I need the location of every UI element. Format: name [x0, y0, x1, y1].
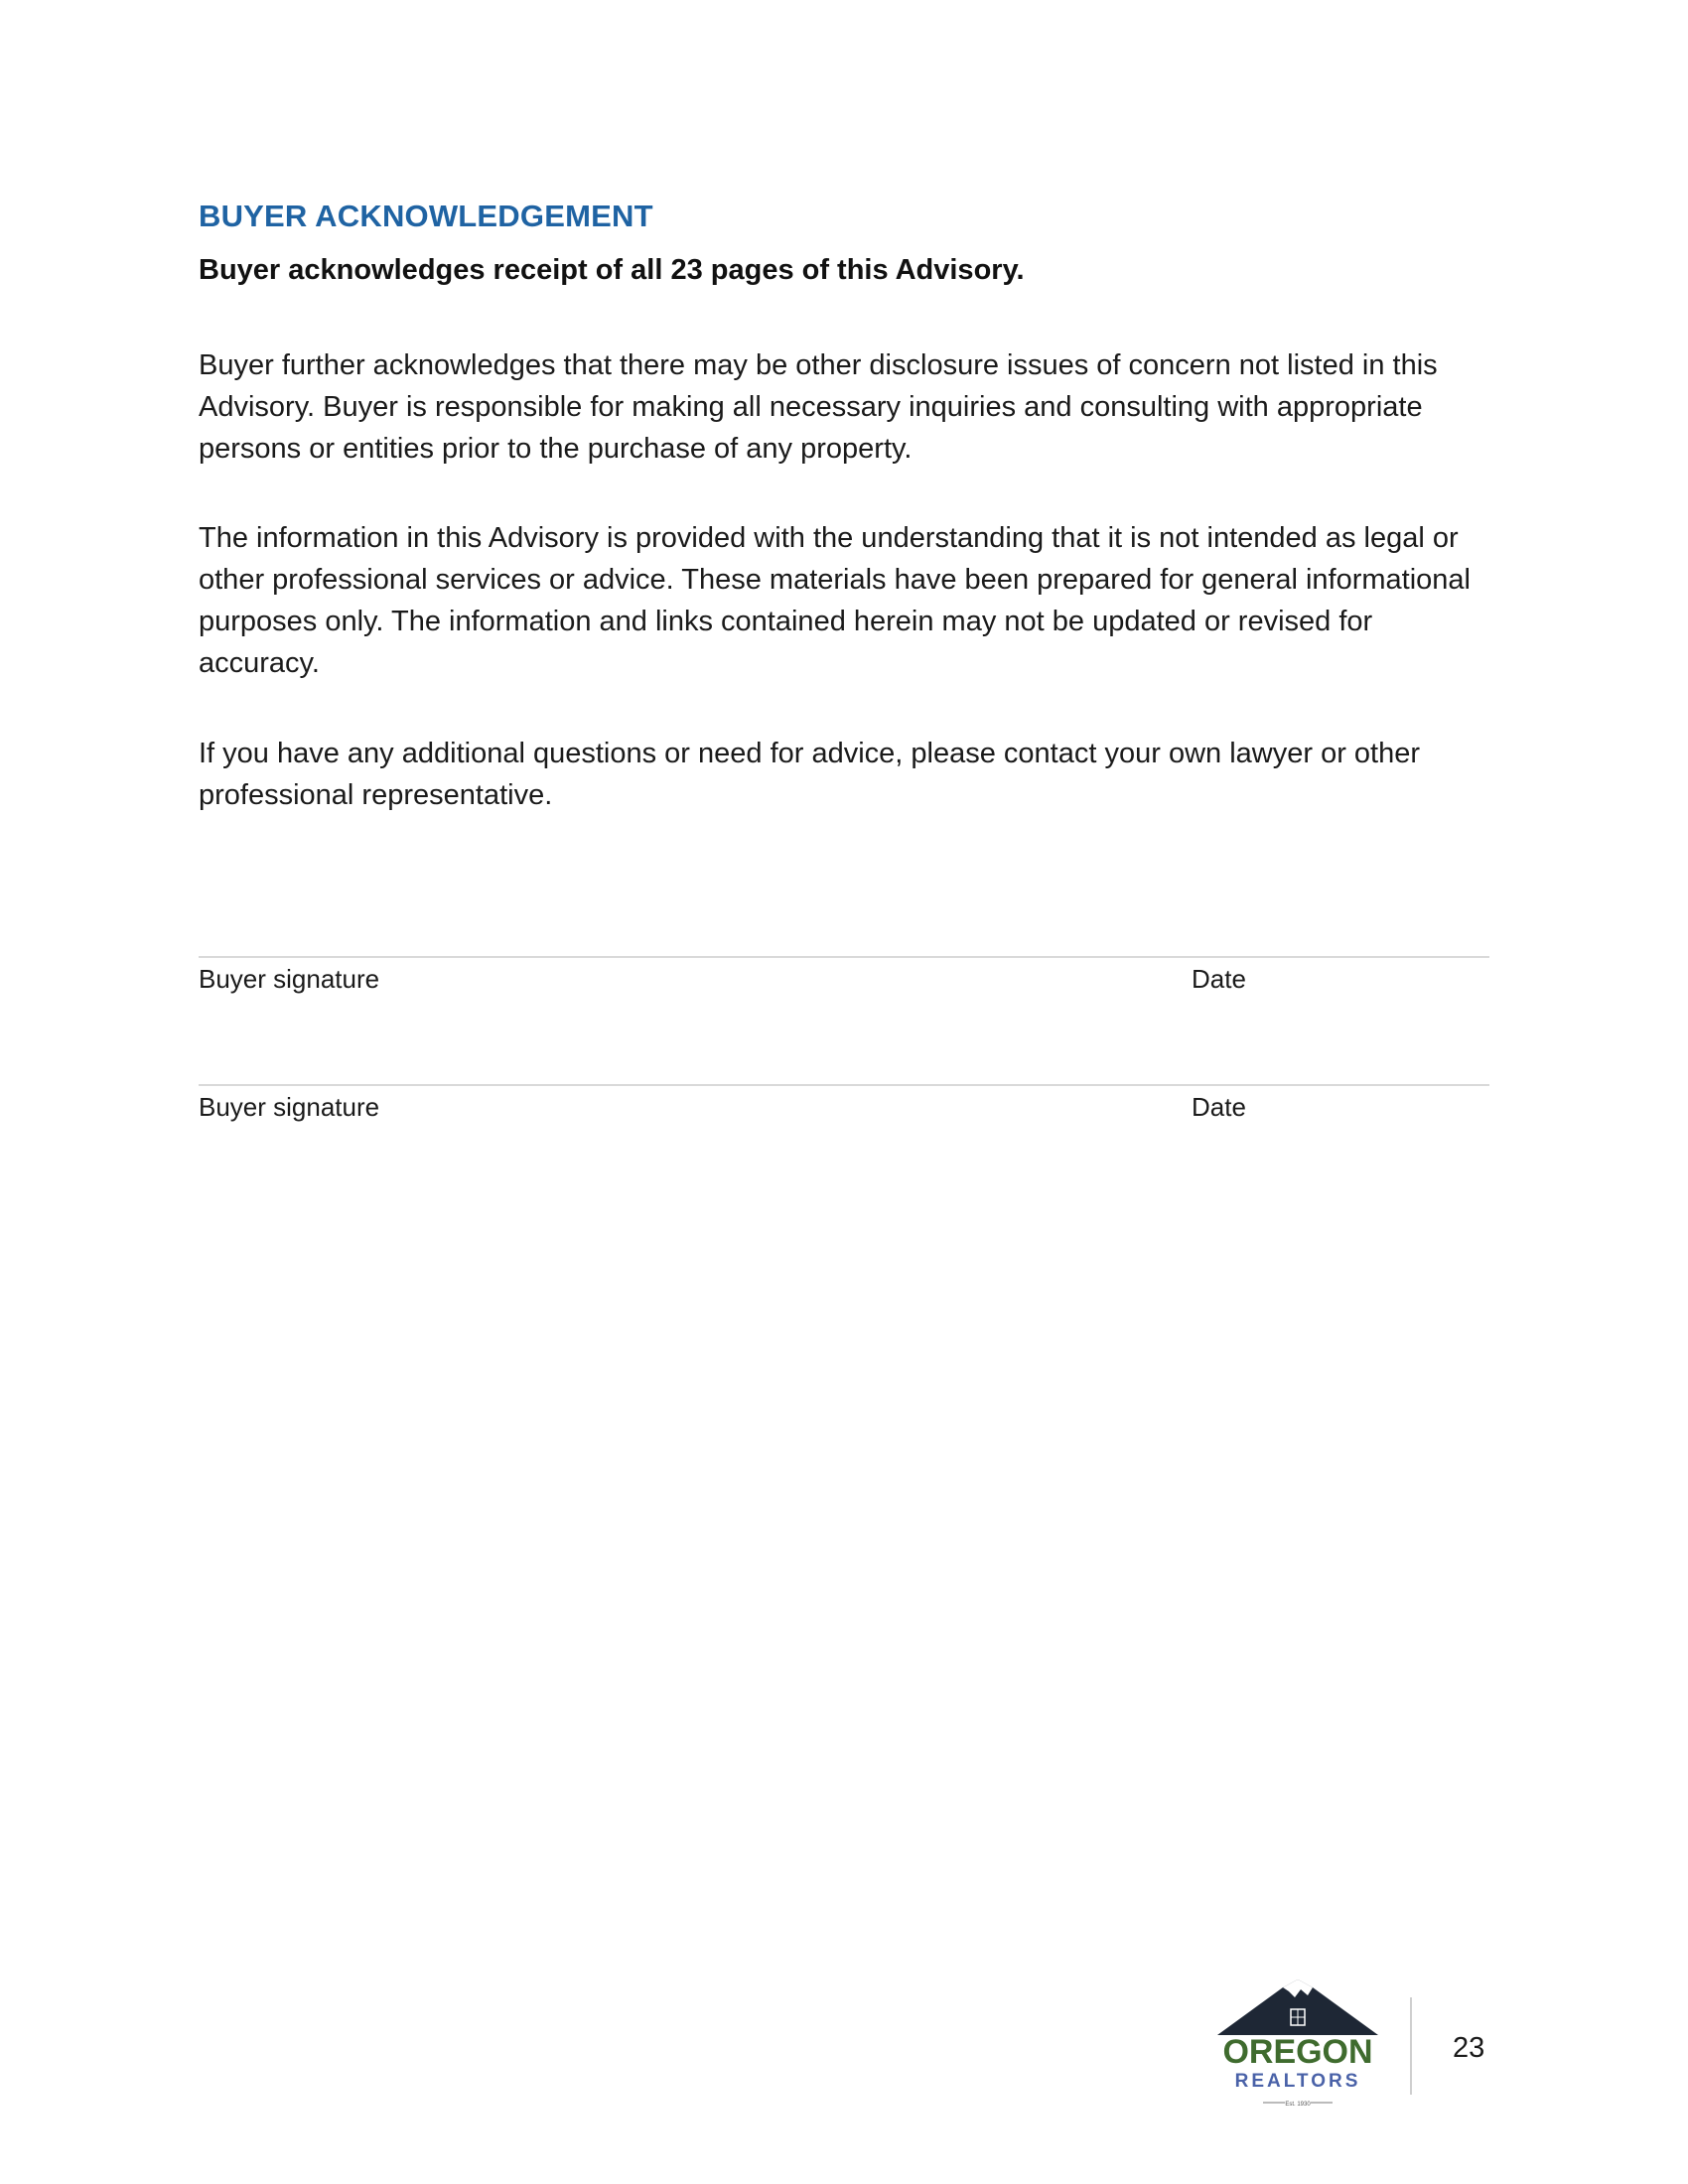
document-page: [199, 0, 1489, 2184]
paragraph-information: The information in this Advisory is provided with the understanding that it is not intended as legal or other professional services or advice. These materials have been prepared for general informational purposes only. The information and links contained herein may not be updated or revised for accuracy.: [199, 522, 1471, 679]
signature-label: Buyer signature: [199, 1092, 380, 1122]
paragraph-disclosure: Buyer further acknowledges that there may be other disclosure issues of concern not listed in this Advisory. Buyer is responsible for making all necessary inquiries and consulting with appropriate persons or entities prior to the purchase of any property.: [199, 349, 1438, 465]
signature-line-2[interactable]: [199, 1084, 1489, 1126]
date-label: Date: [1192, 1092, 1246, 1122]
logo-text-secondary: REALTORS: [1234, 2071, 1361, 2092]
footer-divider: [1410, 1997, 1412, 2095]
signature-label: Buyer signature: [199, 964, 380, 994]
signature-line-1[interactable]: [199, 956, 1489, 998]
logo-text-est: Est. 1930: [1285, 2102, 1311, 2108]
paragraph-contact: If you have any additional questions or need for advice, please contact your own lawyer or other professional representative.: [199, 738, 1421, 811]
acknowledgement-statement: Buyer acknowledges receipt of all 23 pages of this Advisory.: [199, 254, 1025, 286]
oregon-realtors-logo: [1213, 1976, 1382, 2115]
page-number: 23: [1453, 2032, 1485, 2064]
section-heading: BUYER ACKNOWLEDGEMENT: [199, 199, 653, 233]
logo-text-primary: OREGON: [1222, 2033, 1373, 2071]
date-label: Date: [1192, 964, 1246, 994]
